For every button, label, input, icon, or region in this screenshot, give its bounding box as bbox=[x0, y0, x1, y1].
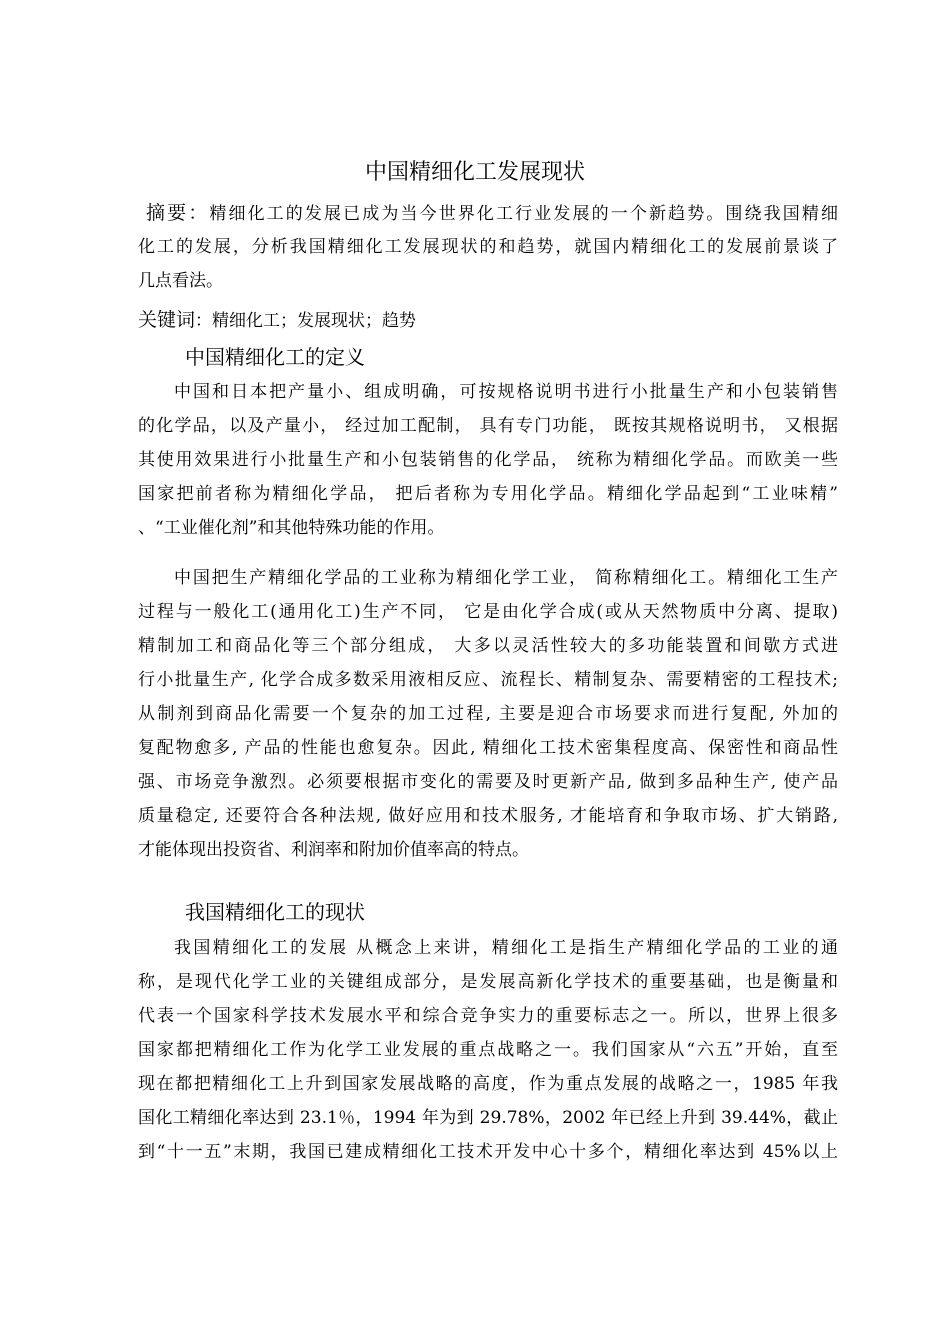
paragraph-line: 才能体现出投资省、利润率和附加价值率高的特点。 bbox=[138, 840, 529, 860]
keywords-line bbox=[138, 303, 838, 337]
paragraph-line: 行小批量生产, 化学合成多数采用液相反应、流程长、精制复杂、需要精密的工程技术; bbox=[138, 670, 838, 690]
paragraph-line: 复配物愈多, 产品的性能也愈复杂。因此, 精细化工技术密集程度高、保密性和商品性 bbox=[138, 738, 838, 758]
document-title: 中国精细化工发展现状 bbox=[364, 160, 585, 185]
abstract-line: 化工的发展，分析我国精细化工发展现状的和趋势，就国内精细化工的发展前景谈了 bbox=[138, 237, 838, 257]
paragraph bbox=[138, 931, 838, 1169]
paragraph-line: 称，是现代化学工业的关键组成部分，是发展高新化学技术的重要基础，也是衡量和 bbox=[138, 972, 838, 992]
paragraph-line: 国化工精细化率达到 23.1％，1994 年为到 29.78%，2002 年已经上升到 39.44%，截止 bbox=[138, 1108, 838, 1128]
abstract-label: 摘要： bbox=[146, 202, 210, 224]
paragraph-line: 过程与一般化工(通用化工)生产不同， 它是由化学合成(或从天然物质中分离、提取) bbox=[138, 602, 838, 622]
paragraph-line: 其使用效果进行小批量生产和小包装销售的化学品， 统称为精细化学品。而欧美一些 bbox=[138, 450, 838, 470]
abstract-line bbox=[146, 196, 838, 230]
paragraph-line: 到“十一五”末期，我国已建成精细化工技术开发中心十多个，精细化率达到 45%以上 bbox=[138, 1142, 838, 1162]
section-heading: 我国精细化工的现状 bbox=[185, 900, 365, 924]
paragraph bbox=[138, 561, 838, 867]
abstract-text: 精细化工的发展已成为当今世界化工行业发展的一个新趋势。围绕我国精细 bbox=[209, 204, 838, 224]
paragraph-line: 中国和日本把产量小、组成明确，可按规格说明书进行小批量生产和小包装销售 bbox=[174, 382, 838, 402]
keywords bbox=[138, 303, 838, 337]
paragraph-line: 现在都把精细化工上升到国家发展战略的高度，作为重点发展的战略之一，1985 年我 bbox=[138, 1074, 838, 1094]
abstract bbox=[146, 196, 838, 230]
paragraph-line: 代表一个国家科学技术发展水平和综合竞争实力的重要标志之一。所以，世界上很多 bbox=[138, 1006, 838, 1026]
paragraph-line: 、“工业催化剂”和其他特殊功能的作用。 bbox=[138, 518, 445, 538]
section-heading: 中国精细化工的定义 bbox=[185, 345, 365, 369]
paragraph-line: 中国把生产精细化学品的工业称为精细化学工业， 简称精细化工。精细化工生产 bbox=[174, 568, 838, 588]
paragraph-line: 国家都把精细化工作为化学工业发展的重点战略之一。我们国家从“六五”开始，直至 bbox=[138, 1040, 838, 1060]
keywords-label: 关键词 bbox=[138, 309, 196, 331]
abstract-line: 几点看法。 bbox=[138, 271, 223, 291]
paragraph bbox=[138, 375, 838, 545]
keywords-text: ：精细化工；发展现状；趋势 bbox=[195, 311, 417, 331]
paragraph-line: 精制加工和商品化等三个部分组成， 大多以灵活性较大的多功能装置和间歇方式进 bbox=[138, 636, 838, 656]
paragraph-line: 的化学品，以及产量小， 经过加工配制， 具有专门功能， 既按其规格说明书， 又根据 bbox=[138, 416, 838, 436]
paragraph-line: 质量稳定, 还要符合各种法规, 做好应用和技术服务, 才能培育和争取市场、扩大销路, bbox=[138, 806, 838, 826]
abstract-continued bbox=[138, 230, 838, 298]
paragraph-line: 我国精细化工的发展 从概念上来讲，精细化工是指生产精细化学品的工业的通 bbox=[174, 938, 838, 958]
paragraph-line: 国家把前者称为精细化学品， 把后者称为专用化学品。精细化学品起到“工业味精” bbox=[138, 484, 838, 504]
paragraph-line: 强、市场竞争激烈。必须要根据市变化的需要及时更新产品, 做到多品种生产, 使产品 bbox=[138, 772, 838, 792]
paragraph-line: 从制剂到商品化需要一个复杂的加工过程, 主要是迎合市场要求而进行复配, 外加的 bbox=[138, 704, 838, 724]
